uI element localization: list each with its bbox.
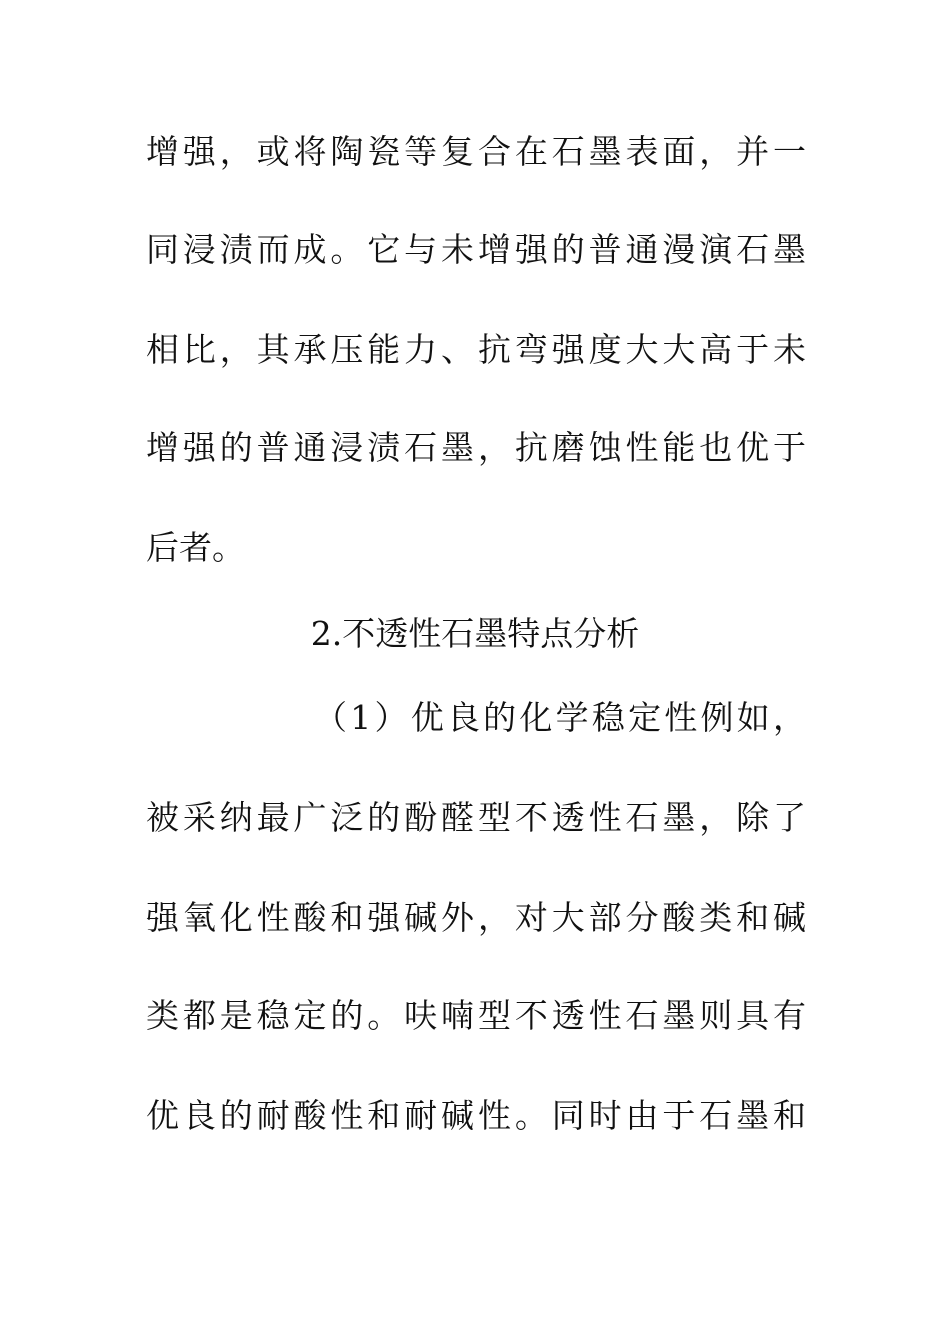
subsection-line-2: 被采纳最广泛的酚醛型不透性石墨，除了 [146,798,806,837]
paragraph-line-1: 增强，或将陶瓷等复合在石墨表面，并一 [146,132,806,171]
subsection-line-3: 强氧化性酸和强碱外，对大部分酸类和碱 [146,898,806,937]
section-heading: 2.不透性石墨特点分析 [310,614,640,653]
paragraph-line-3: 相比，其承压能力、抗弯强度大大高于未 [146,330,806,369]
subsection-line-4: 类都是稳定的。呋喃型不透性石墨则具有 [146,996,806,1035]
paragraph-line-5: 后者。 [146,528,245,567]
paragraph-line-2: 同浸渍而成。它与未增强的普通漫演石墨 [146,230,806,269]
subsection-line-5: 优良的耐酸性和耐碱性。同时由于石墨和 [146,1096,806,1135]
paragraph-line-4: 增强的普通浸渍石墨，抗磨蚀性能也优于 [146,428,806,467]
subsection-line-1: （1）优良的化学稳定性例如， [314,698,806,737]
